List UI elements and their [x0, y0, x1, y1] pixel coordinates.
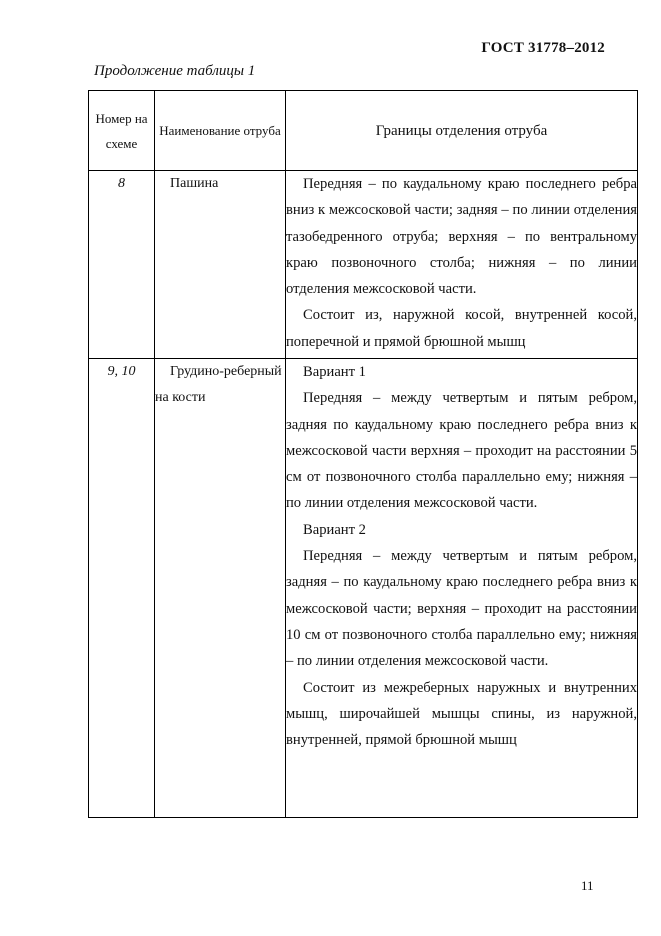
- header-number: Номер на схеме: [89, 91, 155, 171]
- row-description: [286, 359, 638, 818]
- description-paragraph: Передняя – по каудальному краю последнего ребра вниз к межсосковой части; задняя – по линии отделения тазобедренного отруба; верхняя – по вентральному краю позвоночного столба; нижняя – по линии отделения межсосковой части.: [286, 176, 637, 298]
- row-number: 8: [89, 171, 155, 359]
- document-code: ГОСТ 31778–2012: [481, 40, 605, 56]
- table-header-row: [89, 91, 638, 171]
- row-number: 9, 10: [89, 359, 155, 818]
- cuts-table: [88, 90, 638, 818]
- table-caption: Продолжение таблицы 1: [94, 63, 256, 79]
- description-paragraph: Вариант 2: [303, 521, 366, 538]
- header-name: Наименование отруба: [155, 91, 286, 171]
- description-paragraph: Состоит из межреберных наружных и внутренних мышц, широчайшей мышцы спины, из наружной, внутренней, прямой брюшной мышц: [286, 679, 637, 749]
- row-name: Пашина: [155, 171, 286, 359]
- description-paragraph: Передняя – между четвертым и пятым ребром, задняя – по каудальному краю последнего ребра вниз к межсосковой части; верхняя – проходит на расстоянии 10 см от позвоночного столба параллельно ему; нижняя – по линии отделения межсосковой части.: [286, 548, 637, 670]
- table-row: [89, 171, 638, 359]
- header-bounds: Границы отделения отруба: [286, 91, 638, 171]
- page-number: 11: [581, 878, 594, 893]
- row-description: [286, 171, 638, 359]
- table-row: [89, 359, 638, 818]
- row-name: Грудино-реберный на кости: [155, 359, 286, 818]
- description-paragraph: Вариант 1: [303, 364, 366, 380]
- description-paragraph: Передняя – между четвертым и пятым ребром, задняя по каудальному краю последнего ребра вниз к межсосковой части верхняя – проходит на расстоянии 5 см от позвоночного столба параллельно ему; нижняя – по линии отделения межсосковой части.: [286, 390, 637, 512]
- description-paragraph: Состоит из, наружной косой, внутренней косой, поперечной и прямой брюшной мышц: [286, 307, 637, 350]
